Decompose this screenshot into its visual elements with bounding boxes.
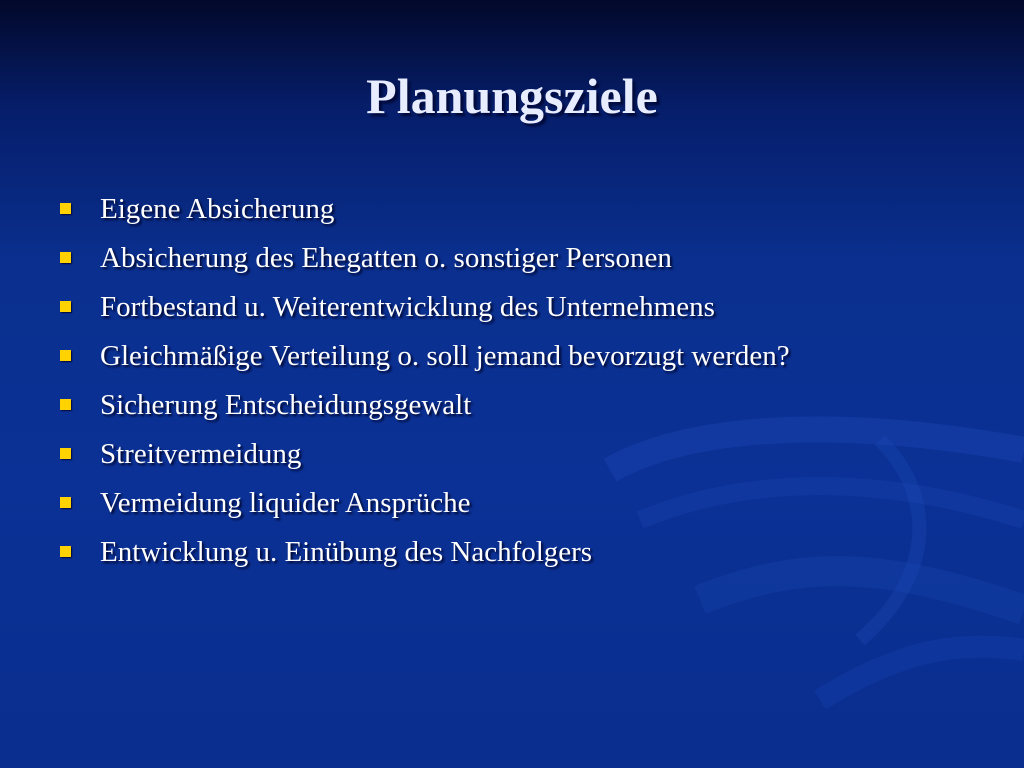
square-bullet-icon — [60, 448, 71, 459]
bullet-item — [60, 233, 790, 282]
bullet-item — [60, 380, 790, 429]
bullet-text: Streitvermeidung — [100, 437, 302, 470]
bullet-item — [60, 478, 790, 527]
square-bullet-icon — [60, 252, 71, 263]
bullet-item — [60, 527, 790, 576]
square-bullet-icon — [60, 301, 71, 312]
bullet-text: Sicherung Entscheidungsgewalt — [100, 388, 472, 421]
bullet-item — [60, 429, 790, 478]
bullet-text: Gleichmäßige Verteilung o. soll jemand bevorzugt werden? — [100, 339, 790, 372]
square-bullet-icon — [60, 399, 71, 410]
bullet-text: Vermeidung liquider Ansprüche — [100, 486, 471, 519]
square-bullet-icon — [60, 546, 71, 557]
bullet-item — [60, 331, 790, 380]
square-bullet-icon — [60, 203, 71, 214]
bullet-item — [60, 184, 790, 233]
bullet-text: Entwicklung u. Einübung des Nachfolgers — [100, 535, 593, 568]
square-bullet-icon — [60, 350, 71, 361]
bullet-item — [60, 282, 790, 331]
square-bullet-icon — [60, 497, 71, 508]
bullet-text: Absicherung des Ehegatten o. sonstiger Personen — [100, 241, 672, 274]
bullet-text: Eigene Absicherung — [100, 192, 335, 225]
bullet-list — [60, 184, 790, 576]
slide-title: Planungsziele — [366, 68, 658, 124]
bullet-text: Fortbestand u. Weiterentwicklung des Unternehmens — [100, 290, 715, 323]
